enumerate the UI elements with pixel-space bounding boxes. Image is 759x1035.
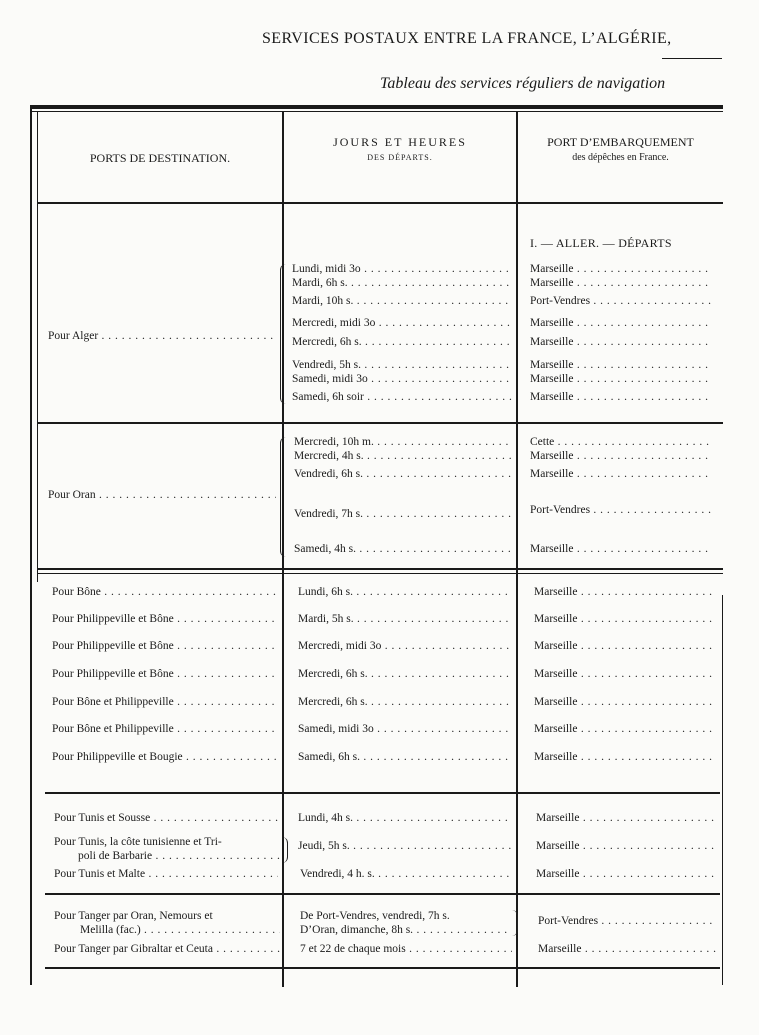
oran-when-4: Vendredi, 7h s. . . . [294, 508, 512, 521]
est-port-6: Marseille . . . [534, 723, 714, 736]
est-port-3: Marseille . . . [534, 640, 714, 653]
tanger-dest-2: Pour Tanger par Gibraltar et Ceuta . . . [54, 943, 284, 956]
tunis-dest-3: Pour Tunis et Malte . . . [54, 868, 278, 881]
table-left-border [30, 105, 32, 985]
alger-when-7: Samedi, midi 3o . . . [292, 373, 512, 386]
est-when-4: Mercredi, 6h s. . . . [298, 668, 512, 681]
oran-separator [37, 568, 723, 570]
tanger-dest-1b: Melilla (fac.) . . . [80, 924, 280, 937]
alger-when-3: Mardi, 10h s. . . . [292, 295, 512, 308]
est-when-6: Samedi, midi 3o . . . [298, 723, 512, 736]
table-left-inner-border [37, 112, 38, 582]
tunis-when-3: Vendredi, 4 h. s. . . . [300, 868, 512, 881]
oran-port-4: Port-Vendres . . . [530, 504, 712, 517]
tunis-dest-1: Pour Tunis et Sousse . . . [54, 812, 278, 825]
column-divider-2 [516, 112, 518, 987]
est-dest-4: Pour Philippeville et Bône . . . [52, 668, 278, 681]
table-top-thick-rule [30, 105, 723, 109]
est-dest-3: Pour Philippeville et Bône . . . [52, 640, 278, 653]
oran-when-1: Mercredi, 10h m. . . . [294, 436, 512, 449]
alger-port-6: Marseille . . . [530, 359, 712, 372]
est-port-5: Marseille . . . [534, 696, 714, 709]
alger-port-1: Marseille . . . [530, 263, 712, 276]
est-port-1: Marseille . . . [534, 586, 714, 599]
tunis-port-3: Marseille . . . [536, 868, 716, 881]
tunis-when-1: Lundi, 4h s. . . . [298, 812, 512, 825]
oran-port-1: Cette . . . [530, 436, 712, 449]
est-dest-6: Pour Bône et Philippeville . . . [52, 723, 278, 736]
tanger-brace [512, 910, 518, 936]
table-top-thin-rule [30, 111, 723, 112]
alger-when-8: Samedi, 6h soir . . . [292, 391, 512, 404]
est-when-2: Mardi, 5h s. . . . [298, 613, 512, 626]
page-title: SERVICES POSTAUX ENTRE LA FRANCE, L’ALGÉRIE, [262, 30, 672, 47]
tunis-dest-2b: poli de Barbarie . . . [78, 850, 280, 863]
header-bottom-rule [37, 202, 723, 204]
oran-when-5: Samedi, 4h s. . . . [294, 543, 512, 556]
table-right-border [722, 595, 723, 985]
alger-port-8: Marseille . . . [530, 391, 712, 404]
tanger-when-1b: D’Oran, dimanche, 8h s. . . . [300, 924, 510, 937]
alger-when-5: Mercredi, 6h s. . . . [292, 336, 512, 349]
tunis-port-2: Marseille . . . [536, 840, 716, 853]
est-when-7: Samedi, 6h s. . . . [298, 751, 512, 764]
est-dest-2: Pour Philippeville et Bône . . . [52, 613, 278, 626]
tanger-when-1a: De Port-Vendres, vendredi, 7h s. [300, 910, 450, 922]
oran-when-3: Vendredi, 6h s. . . . [294, 468, 512, 481]
alger-when-2: Mardi, 6h s. . . . [292, 277, 512, 290]
est-dest-5: Pour Bône et Philippeville . . . [52, 696, 278, 709]
header-jours [285, 134, 515, 166]
alger-port-4: Marseille . . . [530, 317, 712, 330]
section-label: I. — ALLER. — DÉPARTS [530, 236, 672, 250]
alger-separator [37, 422, 723, 424]
tanger-dest-1a: Pour Tanger par Oran, Nemours et [54, 910, 213, 922]
header-ports-label: PORTS DE DESTINATION. [89, 151, 231, 165]
est-dest-7: Pour Philippeville et Bougie . . . [52, 751, 278, 764]
header-jours-line1: JOURS ET HEURES [333, 135, 467, 149]
est-separator [45, 792, 720, 794]
table-subtitle: Tableau des services réguliers de navigation [380, 75, 666, 92]
est-when-5: Mercredi, 6h s. . . . [298, 696, 512, 709]
est-when-1: Lundi, 6h s. . . . [298, 586, 512, 599]
tunis-separator [45, 893, 720, 895]
est-port-4: Marseille . . . [534, 668, 714, 681]
alger-port-3: Port-Vendres . . . [530, 295, 712, 308]
est-when-3: Mercredi, midi 3o . . . [298, 640, 512, 653]
alger-when-1: Lundi, midi 3o . . . [292, 263, 512, 276]
alger-port-2: Marseille . . . [530, 277, 712, 290]
oran-port-3: Marseille . . . [530, 468, 712, 481]
alger-when-6: Vendredi, 5h s. . . . [292, 359, 512, 372]
header-ports [40, 150, 280, 166]
header-port-line2: des dépêches en France. [572, 152, 669, 163]
alger-port-5: Marseille . . . [530, 336, 712, 349]
est-dest-1: Pour Bône . . . [52, 586, 278, 599]
alger-brace [280, 264, 287, 404]
alger-port-7: Marseille . . . [530, 373, 712, 386]
oran-port-5: Marseille . . . [530, 543, 712, 556]
oran-brace [280, 437, 287, 557]
oran-when-2: Mercredi, 4h s. . . . [294, 450, 512, 463]
title-underline [662, 58, 722, 59]
header-jours-line2: DES DÉPARTS. [367, 153, 433, 162]
tunis-brace [282, 837, 288, 863]
header-port-line1: PORT D’EMBARQUEMENT [547, 135, 694, 149]
oran-separator-2 [37, 573, 723, 574]
oran-port-2: Marseille . . . [530, 450, 712, 463]
tunis-dest-2a: Pour Tunis, la côte tunisienne et Tri- [54, 836, 222, 848]
alger-when-4: Mercredi, midi 3o . . . [292, 317, 512, 330]
tanger-when-2: 7 et 22 de chaque mois . . . [300, 943, 512, 956]
header-port [518, 134, 723, 166]
oran-destination: Pour Oran . . . [48, 489, 276, 502]
tunis-port-1: Marseille . . . [536, 812, 716, 825]
table-bottom-rule [45, 967, 720, 969]
tanger-port-1: Port-Vendres . . . [538, 915, 716, 928]
tanger-port-2: Marseille . . . [538, 943, 716, 956]
est-port-2: Marseille . . . [534, 613, 714, 626]
alger-destination: Pour Alger . . . [48, 330, 276, 343]
est-port-7: Marseille . . . [534, 751, 714, 764]
tunis-when-2: Jeudi, 5h s. . . . [298, 840, 512, 853]
